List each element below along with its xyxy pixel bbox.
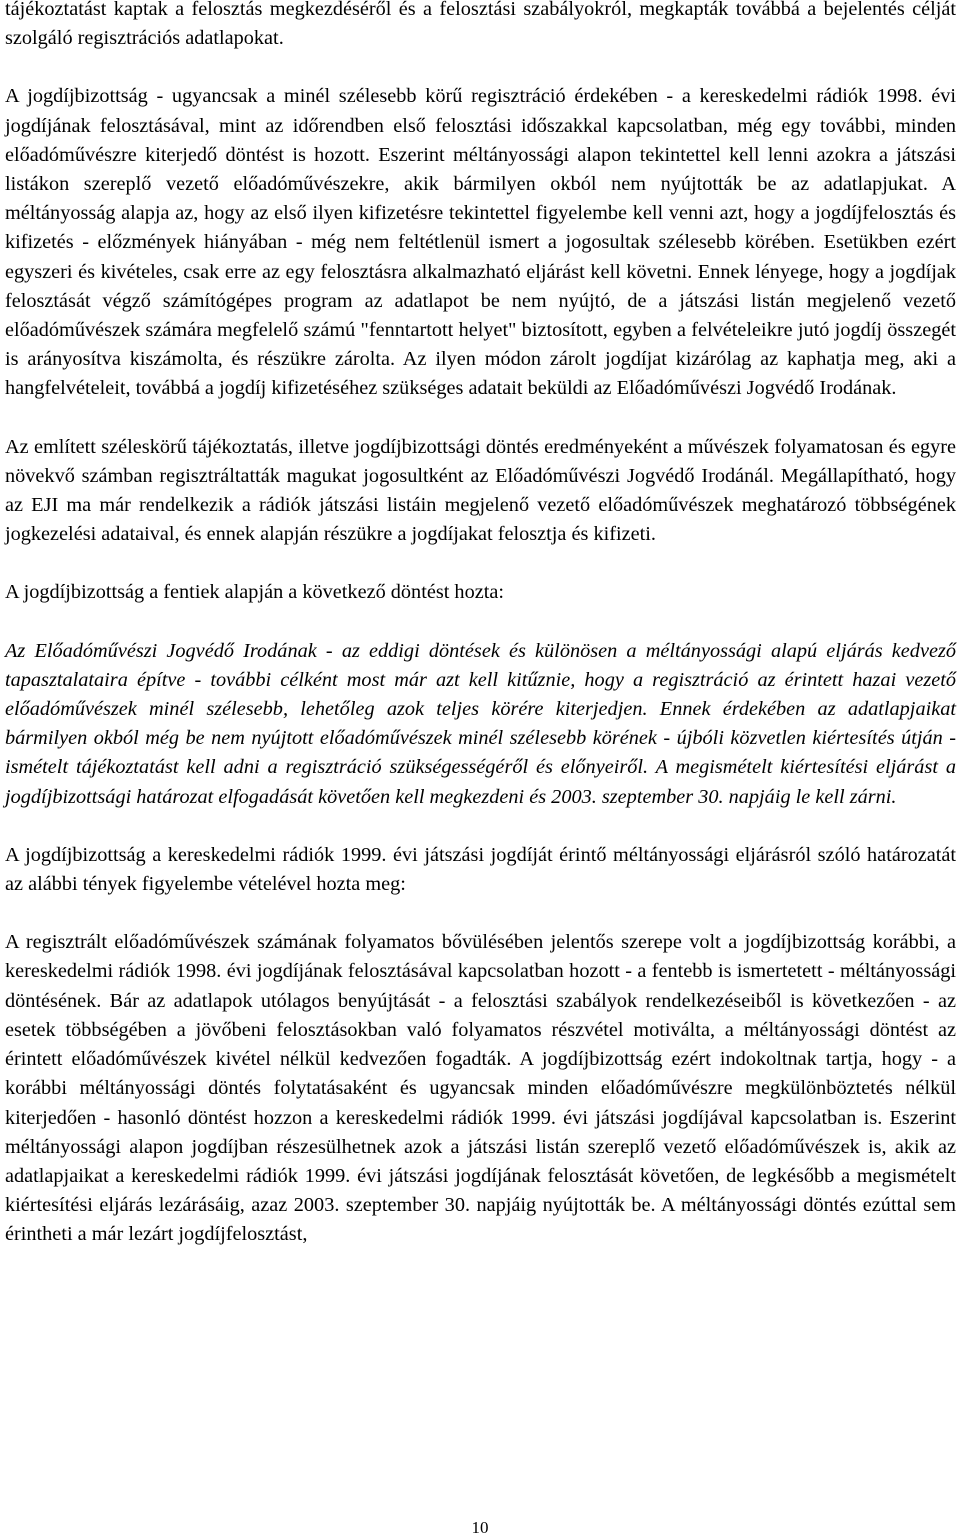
paragraph-gap: [5, 608, 956, 637]
paragraph-6: A jogdíjbizottság a kereskedelmi rádiók 1999. évi játszási jogdíját érintő méltányossági eljárásról szóló határozatát az alábbi tények figyelembe vételével hozta meg:: [5, 843, 956, 896]
paragraph-1: tájékoztatást kaptak a felosztás megkezdéséről és a felosztási szabályokról, megkapták továbbá a bejelentés célját szolgáló regisztrációs adatlapokat.: [5, 0, 956, 50]
paragraph-gap: [5, 812, 956, 841]
paragraph-gap: [5, 899, 956, 928]
paragraph-3: Az említett széleskörű tájékoztatás, illetve jogdíjbizottsági döntés eredményeként a művészek folyamatosan és egyre növekvő számban regisztráltatták magukat jogosultként az Előadóművészi Jogvédő Irodánál. Megállapítható, hogy az EJI ma már rendelkezik a rádiók játszási listáin megjelenő vezető előadóművészek meghatározó többségének jogkezelési adataival, és ennek alapján részükre a jogdíjakat felosztja és kifizeti.: [5, 435, 956, 546]
page-number: 10: [471, 1518, 489, 1537]
paragraph-2: A jogdíjbizottság - ugyancsak a minél szélesebb körű regisztráció érdekében - a kereskedelmi rádiók 1998. évi jogdíjának felosztásával, mint az időrendben első felosztási időszakkal kapcsolatban, még egy további, minden előadóművészre kiterjedő döntést is hozott. Eszerint méltányossági alapon tekintettel kell lenni azokra a játszási listákon szereplő vezető előadóművészekre, akik bármilyen okból nem nyújtották be az adatlapjukat. A méltányosság alapja az, hogy az első ilyen kifizetésre tekintettel figyelembe kell venni azt, hogy a jogdíjfelosztás és kifizetés - előzmények hiányában - még nem feltétlenül ismert a jogosultak szélesebb körében. Esetükben ezért egyszeri és kivételes, csak erre az egy felosztásra alkalmazható eljárást kell követni. Ennek lényege, hogy a jogdíjak felosztását végző számítógépes program az adatlapot be nem nyújtó, de a játszási listán megjelenő vezető előadóművészek számára megfelelő számú "fenntartott helyet" biztosított, egyben a felvételeikre jutó jogdíj összegét is arányosítva kiszámolta, és részükre zárolta. Az ilyen módon zárolt jogdíjat kizárólag az kaphatja meg, aki a hangfelvételeit, továbbá a jogdíj kifizetéséhez szükséges adatait beküldi az Előadóművészi Jogvédő Irodának.: [5, 85, 956, 400]
paragraph-gap: [5, 53, 956, 82]
paragraph-4: A jogdíjbizottság a fentiek alapján a következő döntést hozta:: [5, 581, 504, 604]
paragraph-gap: [5, 404, 956, 433]
paragraph-7: A regisztrált előadóművészek számának folyamatos bővülésében jelentős szerepe volt a jogdíjbizottság korábbi, a kereskedelmi rádiók 1998. évi jogdíjának felosztásával kapcsolatban hozott - a fentebb is ismertetett - méltányossági döntésének. Bár az adatlapok utólagos benyújtását - a felosztási szabályok rendelkezéseiből is következően - az esetek többségében a jövőbeni felosztásokban való folyamatos részvétel motiválta, a méltányossági döntést az érintett előadóművészek kivétel nélkül kedvezően fogadták. A jogdíjbizottság ezért indokoltnak tartja, hogy - a korábbi méltányossági döntés folytatásaként és ugyancsak minden előadóművészre megkülönböztetés nélkül kiterjedően - hasonló döntést hozzon a kereskedelmi rádiók 1999. évi játszási jogdíjával kapcsolatban is. Eszerint méltányossági alapon jogdíjban részesülhetnek azok a játszási listán szereplő vezető előadóművészek is, akik az adatlapjaikat a kereskedelmi rádiók 1999. évi játszási jogdíjának felosztását követően, de legkésőbb a megismételt kiértesítési eljárás lezárásáig, azaz 2003. szeptember 30. napjáig nyújtották be. A méltányossági döntés ezúttal sem érintheti a már lezárt jogdíjfelosztást,: [5, 931, 956, 1246]
document-page: [5, 0, 956, 1250]
decision-paragraph: Az Előadóművészi Jogvédő Irodának - az eddigi döntések és különösen a méltányossági alapú eljárás kedvező tapasztalataira építve - további célként most már azt kell kitűznie, hogy a regisztráció az érintett hazai vezető előadóművészek minél szélesebb, lehetőleg azok teljes körére kiterjedjen. Ennek érdekében az adatlapjaikat bármilyen okból még be nem nyújtott előadóművészek minél szélesebb körének - újbóli közvetlen kiértesítés útján - ismételt tájékoztatást kell adni a regisztráció szükségességéről és előnyeiről. A megismételt kiértesítési eljárást a jogdíjbizottsági határozat elfogadását követően kell megkezdeni és 2003. szeptember 30. napjáig le kell zárni.: [5, 639, 956, 808]
paragraph-gap: [5, 549, 956, 578]
